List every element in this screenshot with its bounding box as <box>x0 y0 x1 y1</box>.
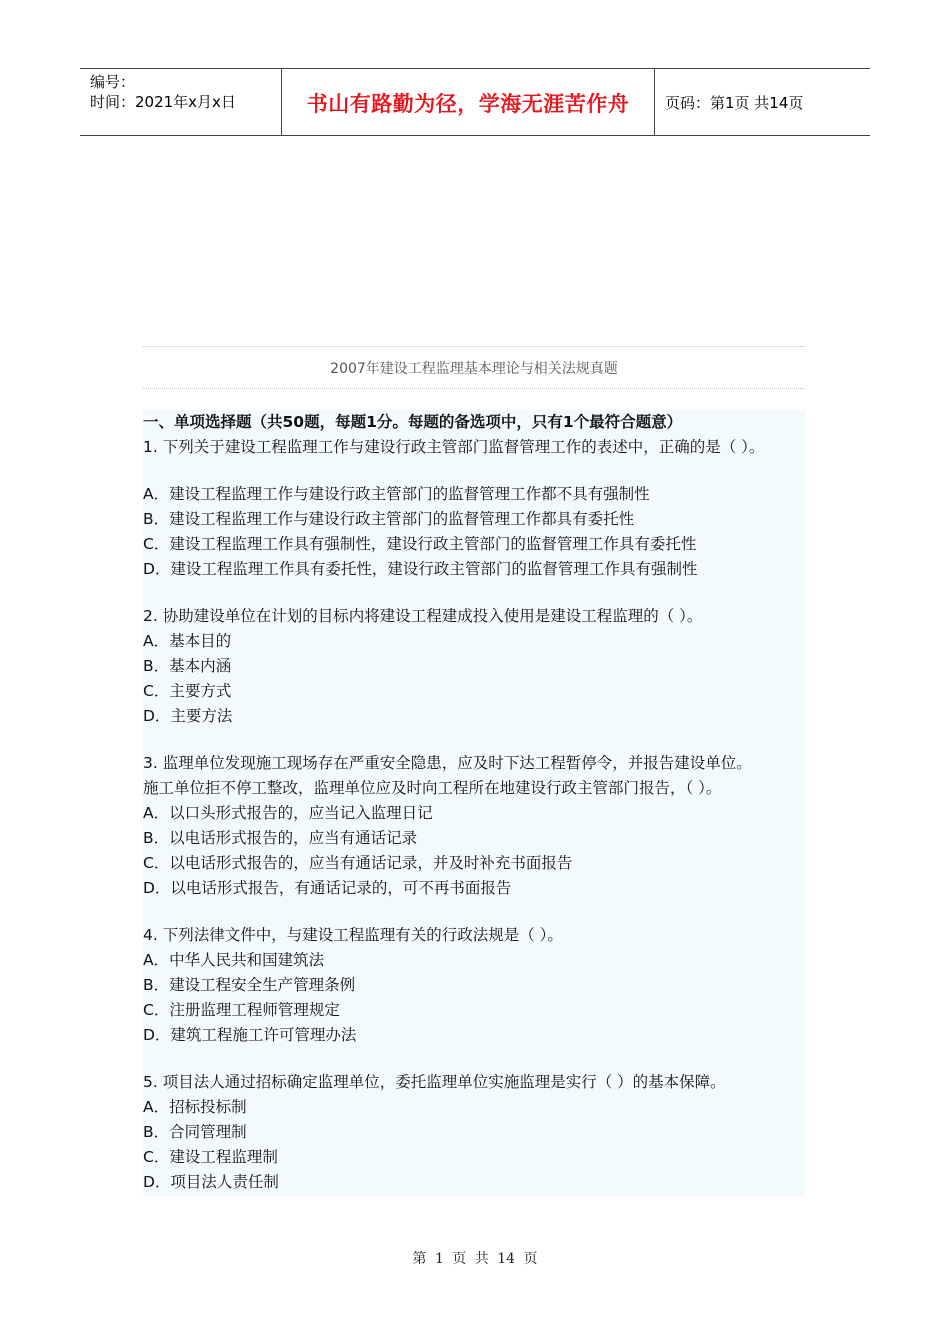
question-block <box>143 604 805 729</box>
question-option: B．以电话形式报告的，应当有通话记录 <box>143 829 418 847</box>
question-option: B．建设工程安全生产管理条例 <box>143 976 356 994</box>
number-label: 编号： <box>90 73 136 91</box>
header-top-rule <box>80 68 870 69</box>
question-block <box>143 435 805 582</box>
question-text: 5. 项目法人通过招标确定监理单位，委托监理单位实施监理是实行（ ）的基本保障。 <box>143 1073 726 1091</box>
question-option: C．建设工程监理工作具有强制性，建设行政主管部门的监督管理工作具有委托性 <box>143 535 697 553</box>
header-divider-right <box>654 68 655 136</box>
question-block <box>143 751 805 901</box>
spacer <box>143 901 805 923</box>
question-option: B．基本内涵 <box>143 657 232 675</box>
question-block <box>143 923 805 1048</box>
header-page-info: 页码：第1页 共14页 <box>665 94 804 112</box>
header-bottom-rule <box>80 135 870 136</box>
title-bottom-rule <box>143 388 805 389</box>
question-option: D．建设工程监理工作具有委托性，建设行政主管部门的监督管理工作具有强制性 <box>143 560 698 578</box>
question-option: A．建设工程监理工作与建设行政主管部门的监督管理工作都不具有强制性 <box>143 485 650 503</box>
question-option: C．建设工程监理制 <box>143 1148 278 1166</box>
page-footer: 第 1 页 共 14 页 <box>412 1251 538 1267</box>
question-text: 3. 监理单位发现施工现场存在严重安全隐患，应及时下达工程暂停令，并报告建设单位。 <box>143 754 752 772</box>
header-left-cell <box>90 72 236 112</box>
question-block <box>143 1070 805 1195</box>
spacer <box>143 729 805 751</box>
time-line: 时间：2021年x月x日 <box>90 93 236 111</box>
spacer <box>143 460 805 482</box>
question-text: 1. 下列关于建设工程监理工作与建设行政主管部门监督管理工作的表述中，正确的是（ ）。 <box>143 438 765 456</box>
title-top-rule <box>143 346 805 347</box>
document-title: 2007年建设工程监理基本理论与相关法规真题 <box>330 361 618 377</box>
question-option: D．建筑工程施工许可管理办法 <box>143 1026 357 1044</box>
question-option: A．中华人民共和国建筑法 <box>143 951 325 969</box>
question-option: C．注册监理工程师管理规定 <box>143 1001 340 1019</box>
header-divider-left <box>281 68 282 136</box>
question-text: 施工单位拒不停工整改，监理单位应及时向工程所在地建设行政主管部门报告，（ ）。 <box>143 779 722 797</box>
question-option: A．基本目的 <box>143 632 232 650</box>
question-option: D．项目法人责任制 <box>143 1173 279 1191</box>
question-content <box>143 410 805 1197</box>
spacer <box>143 582 805 604</box>
spacer <box>143 1048 805 1070</box>
section-heading: 一、单项选择题（共50题，每题1分。每题的备选项中，只有1个最符合题意） <box>143 413 683 431</box>
question-option: A．以口头形式报告的，应当记入监理日记 <box>143 804 433 822</box>
question-option: D．以电话形式报告，有通话记录的，可不再书面报告 <box>143 879 512 897</box>
question-option: B．建设工程监理工作与建设行政主管部门的监督管理工作都具有委托性 <box>143 510 635 528</box>
question-option: C．以电话形式报告的，应当有通话记录，并及时补充书面报告 <box>143 854 573 872</box>
question-text: 2. 协助建设单位在计划的目标内将建设工程建成投入使用是建设工程监理的（ ）。 <box>143 607 703 625</box>
question-option: D．主要方法 <box>143 707 233 725</box>
question-text: 4. 下列法律文件中，与建设工程监理有关的行政法规是（ ）。 <box>143 926 563 944</box>
question-option: A．招标投标制 <box>143 1098 247 1116</box>
question-option: C．主要方式 <box>143 682 232 700</box>
question-option: B．合同管理制 <box>143 1123 247 1141</box>
header-motto: 书山有路勤为径，学海无涯苦作舟 <box>306 91 630 116</box>
